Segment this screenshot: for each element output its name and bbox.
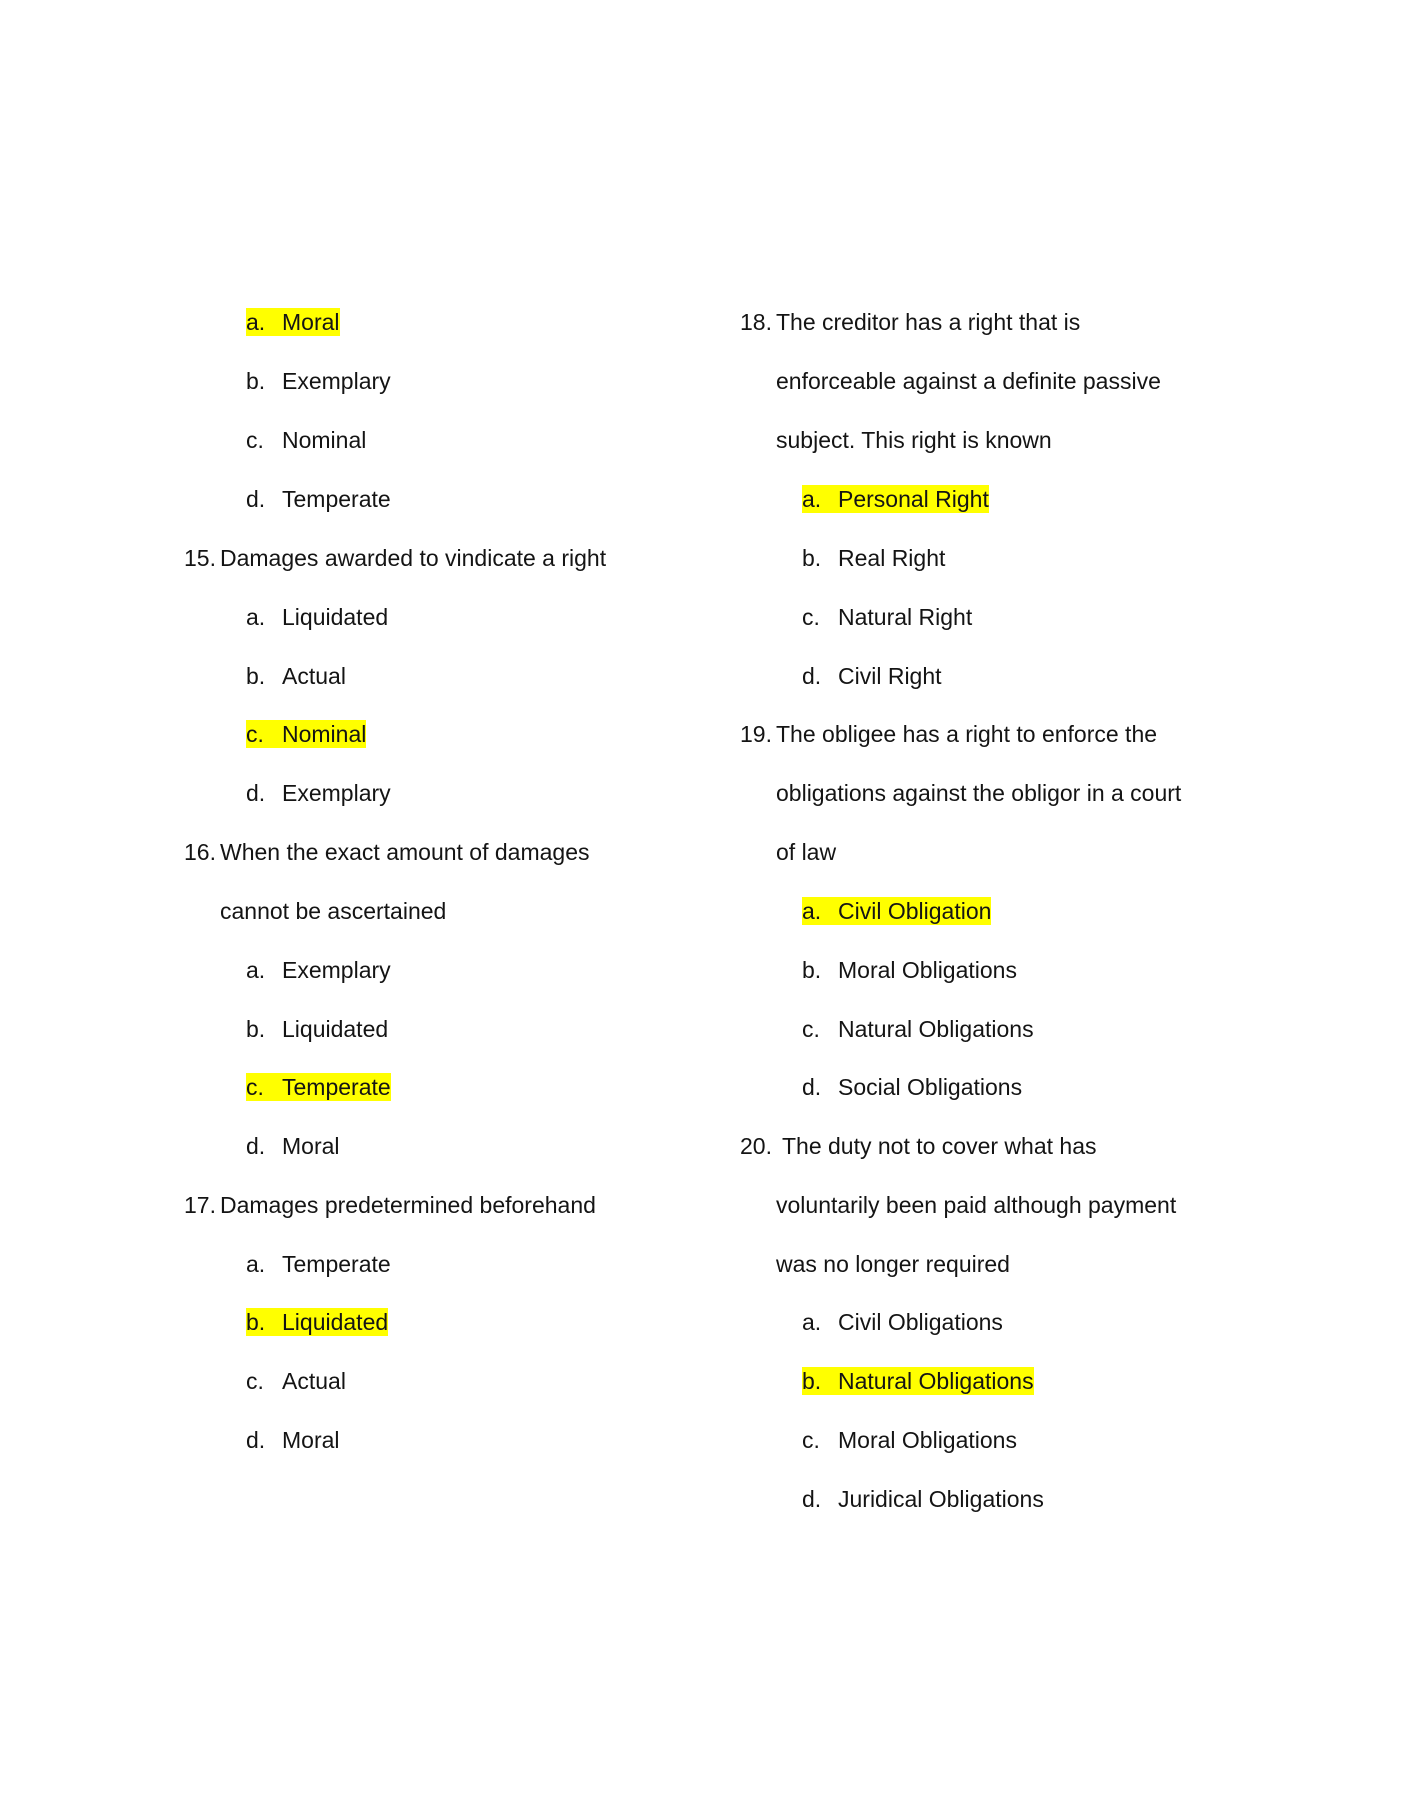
option-letter: d. — [246, 1427, 266, 1453]
option-text: Moral — [282, 1133, 340, 1159]
answer-option — [246, 426, 366, 454]
question-18 — [740, 308, 1080, 336]
question-text: When the exact amount of damages — [220, 839, 590, 865]
option-letter: a. — [246, 604, 266, 630]
question-text: The obligee has a right to enforce the — [776, 721, 1158, 747]
answer-option-highlighted — [802, 1367, 1034, 1395]
question-text: The duty not to cover what has — [776, 1133, 1097, 1159]
question-number: 20. — [740, 1133, 772, 1159]
answer-option-highlighted — [246, 720, 366, 748]
answer-option — [802, 1485, 1044, 1513]
answer-option — [802, 1015, 1034, 1043]
question-16 — [184, 838, 590, 866]
option-text: Moral Obligations — [838, 957, 1017, 983]
option-text: Moral — [282, 309, 340, 335]
answer-option — [246, 1367, 346, 1395]
option-letter: a. — [246, 309, 266, 335]
option-text: Liquidated — [282, 1016, 389, 1042]
answer-option — [802, 662, 942, 690]
answer-option — [246, 1426, 340, 1454]
question-text: The creditor has a right that is — [776, 309, 1081, 335]
option-letter: c. — [802, 1016, 820, 1042]
answer-option-highlighted — [246, 1073, 391, 1101]
answer-option — [802, 1308, 1003, 1336]
question-17 — [184, 1191, 596, 1219]
answer-option — [246, 662, 346, 690]
answer-option — [802, 1073, 1022, 1101]
option-text: Nominal — [282, 721, 367, 747]
question-text: Damages awarded to vindicate a right — [220, 545, 607, 571]
option-letter: b. — [802, 1368, 822, 1394]
option-text: Juridical Obligations — [838, 1486, 1044, 1512]
answer-option — [246, 1132, 340, 1160]
option-text: Civil Obligations — [838, 1309, 1003, 1335]
option-text: Liquidated — [282, 604, 389, 630]
question-number: 19. — [740, 721, 772, 747]
answer-option-highlighted — [246, 308, 340, 336]
option-text: Personal Right — [838, 486, 989, 512]
answer-option — [246, 1015, 388, 1043]
option-text: Temperate — [282, 1074, 391, 1100]
answer-option — [246, 485, 391, 513]
option-text: Exemplary — [282, 957, 391, 983]
question-text-continued: was no longer required — [776, 1251, 1010, 1277]
option-text: Temperate — [282, 1251, 391, 1277]
option-text: Natural Obligations — [838, 1368, 1034, 1394]
option-letter: c. — [802, 604, 820, 630]
option-letter: d. — [802, 663, 822, 689]
question-text: Damages predetermined beforehand — [220, 1192, 596, 1218]
option-text: Liquidated — [282, 1309, 389, 1335]
question-text-continued: cannot be ascertained — [220, 898, 447, 924]
question-text-continued: of law — [776, 839, 837, 865]
option-letter: b. — [802, 957, 822, 983]
question-text-continued: voluntarily been paid although payment — [776, 1192, 1177, 1218]
option-text: Actual — [282, 663, 346, 689]
answer-option — [802, 1426, 1017, 1454]
option-text: Exemplary — [282, 368, 391, 394]
option-letter: d. — [802, 1486, 822, 1512]
option-letter: d. — [802, 1074, 822, 1100]
option-letter: c. — [802, 1427, 820, 1453]
option-text: Moral Obligations — [838, 1427, 1017, 1453]
option-text: Real Right — [838, 545, 946, 571]
option-letter: b. — [246, 1016, 266, 1042]
option-letter: a. — [246, 957, 266, 983]
option-letter: a. — [802, 898, 822, 924]
option-text: Temperate — [282, 486, 391, 512]
option-letter: d. — [246, 1133, 266, 1159]
answer-option-highlighted — [802, 897, 991, 925]
option-letter: c. — [246, 427, 264, 453]
answer-option — [246, 1250, 391, 1278]
option-letter: c. — [246, 721, 264, 747]
option-text: Social Obligations — [838, 1074, 1023, 1100]
question-number: 16. — [184, 839, 216, 865]
option-text: Civil Obligation — [838, 898, 992, 924]
option-text: Natural Obligations — [838, 1016, 1034, 1042]
question-text-continued: enforceable against a definite passive — [776, 368, 1161, 394]
question-number: 18. — [740, 309, 772, 335]
question-text-continued: obligations against the obligor in a court — [776, 780, 1182, 806]
option-letter: a. — [802, 1309, 822, 1335]
answer-option — [246, 603, 388, 631]
option-letter: d. — [246, 780, 266, 806]
option-text: Civil Right — [838, 663, 942, 689]
question-20 — [740, 1132, 1096, 1160]
option-letter: d. — [246, 486, 266, 512]
question-number: 15. — [184, 545, 216, 571]
question-15 — [184, 544, 606, 572]
option-letter: a. — [802, 486, 822, 512]
answer-option-highlighted — [246, 1308, 388, 1336]
answer-option — [802, 544, 945, 572]
answer-option — [246, 367, 391, 395]
option-letter: a. — [246, 1251, 266, 1277]
option-letter: b. — [246, 1309, 266, 1335]
answer-option-highlighted — [802, 485, 989, 513]
question-19 — [740, 720, 1157, 748]
option-letter: b. — [246, 663, 266, 689]
question-number: 17. — [184, 1192, 216, 1218]
answer-option — [802, 956, 1017, 984]
option-letter: c. — [246, 1074, 264, 1100]
option-text: Natural Right — [838, 604, 973, 630]
option-letter: b. — [802, 545, 822, 571]
answer-option — [246, 779, 391, 807]
option-letter: b. — [246, 368, 266, 394]
option-text: Exemplary — [282, 780, 391, 806]
option-text: Moral — [282, 1427, 340, 1453]
answer-option — [802, 603, 972, 631]
answer-option — [246, 956, 391, 984]
question-text-continued: subject. This right is known — [776, 427, 1052, 453]
option-text: Actual — [282, 1368, 346, 1394]
option-letter: c. — [246, 1368, 264, 1394]
option-text: Nominal — [282, 427, 367, 453]
